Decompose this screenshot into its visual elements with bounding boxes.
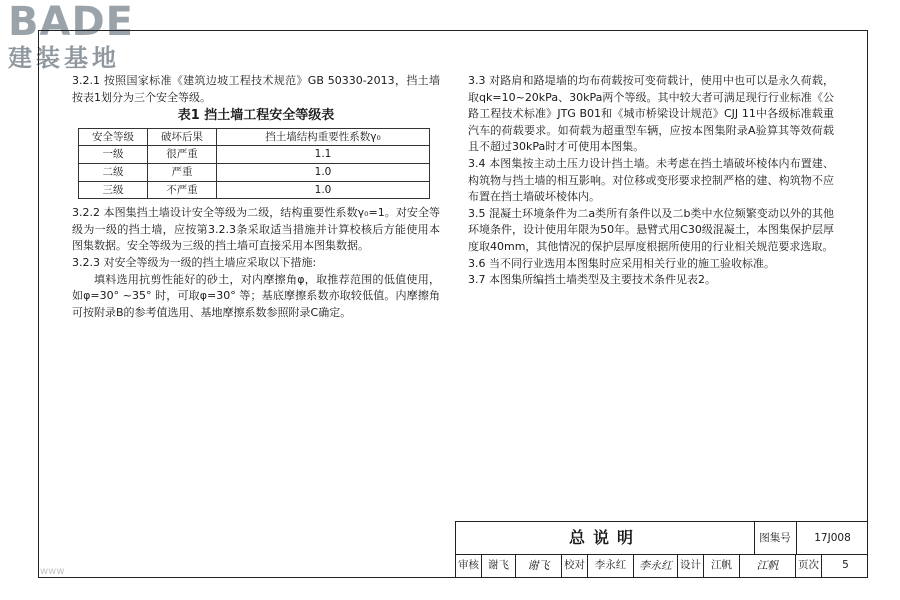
clause-3-2-3: 3.2.3 对安全等级为一级的挡土墙应采取以下措施: — [72, 255, 317, 269]
table-caption: 表1 挡土墙工程安全等级表 — [177, 108, 335, 124]
table-cell: 1.0 — [217, 181, 430, 199]
clause-3-5: 3.5 混凝土环境条件为二a类所有条件以及二b类中水位频繁变动以外的其他环境条件，设计使用年限为50年。悬臂式用C30级混凝土，本图集保护层厚度取40mm，其他情况的保护层厚度根据所使用的行业相关规范要求选取。 — [468, 206, 834, 253]
review-label: 审核 — [456, 554, 482, 577]
header-cell: 挡土墙结构重要性系数γ₀ — [217, 128, 430, 146]
reviewer-signature: 谢飞 — [516, 554, 562, 577]
designer-name: 江帆 — [704, 554, 740, 577]
right-column — [468, 73, 834, 289]
reviewer-name: 谢飞 — [482, 554, 516, 577]
table-row — [79, 163, 430, 181]
logo-text-en: BADE — [8, 0, 134, 45]
page-label: 页次 — [796, 554, 822, 577]
clause-3-2-1: 3.2.1 按照国家标准《建筑边坡工程技术规范》GB 50330-2013，挡土墙按表1划分为三个安全等级。 — [72, 74, 440, 104]
designer-signature: 江帆 — [740, 554, 796, 577]
design-label: 设计 — [678, 554, 704, 577]
table-row — [79, 181, 430, 199]
table-cell: 不严重 — [148, 181, 217, 199]
clause-3-6: 3.6 当不同行业选用本图集时应采用相关行业的施工验收标准。 — [468, 256, 775, 270]
header-cell: 破坏后果 — [148, 128, 217, 146]
clause-3-2-3-detail: 填料选用抗剪性能好的砂土，对内摩擦角φ，取推荐范围的低值使用，如φ=30° ~35° 时，可取φ=30° 等；基底摩擦系数亦取较低值。内摩擦角可按附录B的参考值选用、基地摩擦系数参照附录C确定。 — [72, 272, 440, 319]
header-cell: 安全等级 — [79, 128, 148, 146]
table-cell: 一级 — [79, 146, 148, 164]
clause-3-2-2: 3.2.2 本图集挡土墙设计安全等级为二级，结构重要性系数γ₀=1。对安全等级为一级的挡土墙，应按第3.2.3条采取适当措施并计算校核后方能使用本图集数据。安全等级为三级的挡土墙可直接采用本图集数据。 — [72, 206, 440, 253]
table-header-row — [79, 128, 430, 146]
proofer-signature: 李永红 — [634, 554, 678, 577]
clause-3-3: 3.3 对路肩和路堤墙的均布荷载按可变荷载计，使用中也可以是永久荷载，取qk=10~20kPa、30kPa两个等级。其中较大者可满足现行行业标准《公路工程技术标准》JTG B01和《城市桥梁设计规范》CJJ 11中各级标准载重汽车的荷载要求。如荷载为超重型车辆，应按本图集附录A验算其等效荷载且不超过30kPa时才可使用本图集。 — [468, 74, 834, 154]
table-cell: 1.1 — [217, 146, 430, 164]
proof-label: 校对 — [562, 554, 588, 577]
page-number: 5 — [842, 559, 849, 571]
table-cell: 1.0 — [217, 163, 430, 181]
atlas-number: 17J008 — [814, 532, 851, 544]
proofer-name: 李永红 — [588, 554, 634, 577]
table-cell: 二级 — [79, 163, 148, 181]
table-cell: 三级 — [79, 181, 148, 199]
atlas-number-label: 图集号 — [754, 522, 797, 554]
sheet-title: 总说明 — [456, 522, 755, 554]
table-row — [79, 146, 430, 164]
clause-3-4: 3.4 本图集按主动土压力设计挡土墙。未考虑在挡土墙破坏棱体内布置建、构筑物与挡土墙的相互影响。对位移或变形要求控制严格的建、构筑物不应布置在挡土墙破坏棱体内。 — [468, 156, 834, 204]
logo-text-cn: 建装基地 — [8, 44, 120, 72]
title-block — [455, 521, 868, 578]
clause-3-7: 3.7 本图集所编挡土墙类型及主要技术条件见表2。 — [468, 273, 716, 287]
table-cell: 很严重 — [148, 146, 217, 164]
watermark: www — [40, 566, 65, 577]
safety-grade-table — [78, 128, 430, 199]
left-column — [72, 73, 440, 321]
table-cell: 严重 — [148, 163, 217, 181]
